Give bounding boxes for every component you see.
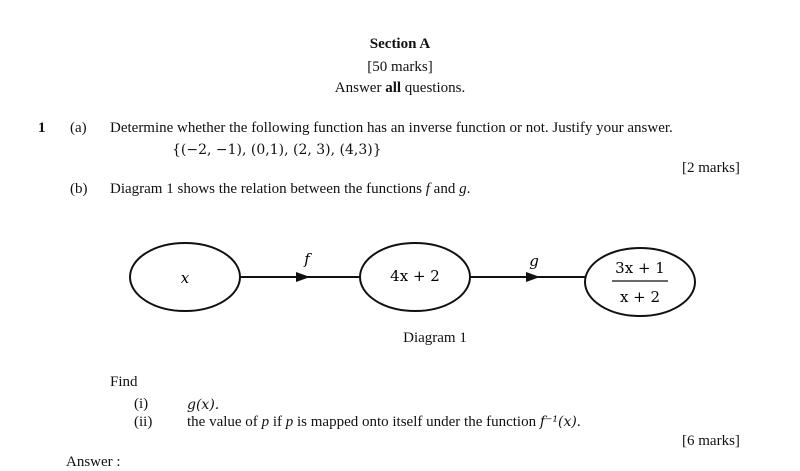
item-ii-text xyxy=(187,414,581,431)
find-label: Find xyxy=(110,374,138,390)
item-i-label: (i) xyxy=(134,396,149,412)
item-ii-text-if: if xyxy=(269,414,286,430)
inverse-function: f⁻¹(x) xyxy=(539,414,577,430)
part-b-label: (b) xyxy=(70,181,88,197)
question-number: 1 xyxy=(38,120,46,136)
item-ii-text-end: . xyxy=(576,414,581,430)
instruction-emphasis: all xyxy=(385,80,402,96)
node-x-label: x xyxy=(180,269,190,287)
part-a-set: {(−2, −1), (0,1), (2, 3), (4,3)} xyxy=(172,142,382,158)
arrow-f-label: f xyxy=(304,250,310,268)
diagram-caption: Diagram 1 xyxy=(403,330,467,346)
function-f-symbol: f xyxy=(425,181,430,197)
variable-p-second: p xyxy=(285,414,294,430)
arrow-f-head xyxy=(296,272,310,282)
item-i-text: g(x). xyxy=(187,397,220,413)
item-ii-text-start: the value of xyxy=(187,414,262,430)
answer-label: Answer : xyxy=(66,454,121,470)
variable-p: p xyxy=(261,414,270,430)
section-marks: [50 marks] xyxy=(367,59,433,75)
part-b-text-end: . xyxy=(466,181,471,197)
instruction-text-end: questions. xyxy=(401,80,466,96)
arrow-g-head xyxy=(526,272,540,282)
part-a-text: Determine whether the following function has an inverse function or not. Justify your answer. xyxy=(110,120,673,136)
node-fraction-denominator: x + 2 xyxy=(619,288,661,306)
item-ii-label: (ii) xyxy=(134,414,153,430)
node-4x-label: 4x + 2 xyxy=(390,267,440,285)
part-a-marks: [2 marks] xyxy=(682,160,740,176)
part-a-label: (a) xyxy=(70,120,87,136)
part-b-text-and: and xyxy=(429,181,460,197)
section-title: Section A xyxy=(369,36,431,52)
item-ii-text-middle: is mapped onto itself under the function xyxy=(293,414,540,430)
part-b-text-start: Diagram 1 shows the relation between the functions xyxy=(110,181,426,197)
node-fraction-numerator: 3x + 1 xyxy=(615,259,665,277)
arrow-g-label: g xyxy=(529,252,539,270)
instruction-text: Answer xyxy=(334,80,386,96)
function-g-symbol: g xyxy=(459,181,467,197)
part-b-marks: [6 marks] xyxy=(682,433,740,449)
